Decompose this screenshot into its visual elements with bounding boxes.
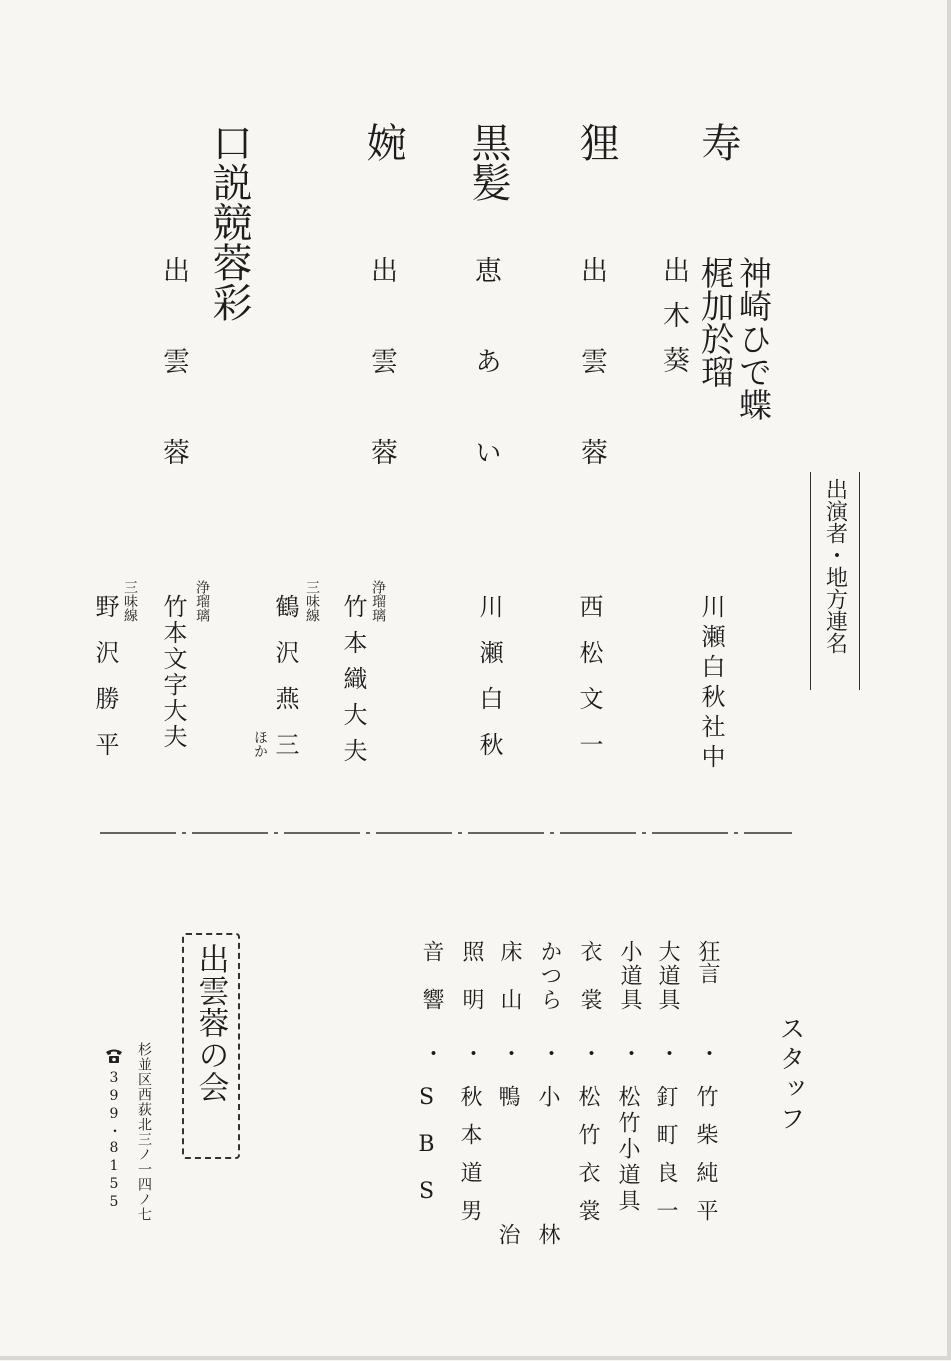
joruri-performer: 竹本文字大夫 bbox=[159, 594, 187, 750]
staff-name: 鴨治 bbox=[495, 1085, 520, 1361]
staff-name: SBS bbox=[414, 1085, 439, 1226]
organizer-name: 出雲蓉の会 bbox=[192, 943, 229, 1103]
music-credit: 川瀬白秋社中 bbox=[697, 594, 725, 774]
staff-role: 音響 bbox=[419, 940, 444, 1036]
others-note: ほか bbox=[252, 730, 268, 758]
cast-heading: 出演者・地方連名 bbox=[822, 478, 848, 654]
shamisen-performer: 野沢勝平 bbox=[91, 594, 119, 778]
music-credit: 西松文一 bbox=[575, 594, 603, 778]
performer: 出雲蓉 bbox=[158, 256, 189, 529]
instrument-label-joruri: 浄瑠璃 bbox=[194, 580, 210, 622]
organizer-phone: 399・8155 bbox=[106, 1070, 122, 1212]
performer: 恵あい bbox=[470, 256, 501, 529]
staff-name: 小林 bbox=[535, 1085, 560, 1361]
performer: 出木葵 bbox=[658, 256, 689, 391]
page-edge-bottom bbox=[0, 1356, 951, 1360]
joruri-performer: 竹本織大夫 bbox=[339, 594, 367, 774]
instrument-label-joruri: 浄瑠璃 bbox=[370, 580, 386, 622]
staff-separator: ・ bbox=[419, 1042, 444, 1064]
section-divider bbox=[100, 832, 792, 834]
telephone-icon bbox=[104, 1047, 124, 1065]
organizer-box bbox=[182, 933, 240, 1159]
program-title-tanuki: 狸 bbox=[573, 122, 619, 162]
staff-separator: ・ bbox=[577, 1042, 602, 1064]
staff-role: 照明 bbox=[459, 940, 484, 1036]
instrument-label-shamisen: 三味線 bbox=[122, 580, 138, 622]
staff-name: 釘町良一 bbox=[653, 1085, 678, 1237]
staff-separator: ・ bbox=[497, 1042, 522, 1064]
staff-name: 松竹小道具 bbox=[615, 1085, 640, 1215]
staff-separator: ・ bbox=[459, 1042, 484, 1064]
staff-role: かつら bbox=[537, 940, 562, 1012]
music-credit: 川瀬白秋 bbox=[475, 594, 503, 778]
program-title-kudoki: 口説競蓉彩 bbox=[206, 122, 252, 322]
performer: 神崎ひで蝶 bbox=[734, 256, 773, 421]
staff-name: 松竹衣裳 bbox=[575, 1085, 600, 1237]
staff-role: 大道具 bbox=[655, 940, 680, 1012]
cast-heading-box bbox=[810, 472, 860, 690]
staff-role: 小道具 bbox=[617, 940, 642, 1012]
staff-role: 衣裳 bbox=[577, 940, 602, 1036]
page-edge bbox=[947, 0, 951, 1360]
staff-separator: ・ bbox=[655, 1042, 680, 1064]
program-title-en: 婉 bbox=[360, 122, 406, 162]
staff-heading: スタッフ bbox=[775, 1015, 805, 1135]
staff-role: 床山 bbox=[497, 940, 522, 1036]
performer: 梶加於瑠 bbox=[696, 256, 735, 388]
staff-name: 秋本道男 bbox=[457, 1085, 482, 1237]
shamisen-performer: 鶴沢燕三 bbox=[271, 594, 299, 778]
staff-separator: ・ bbox=[537, 1042, 562, 1064]
program-title-kotobuki: 寿 bbox=[695, 122, 741, 162]
instrument-label-shamisen: 三味線 bbox=[304, 580, 320, 622]
staff-role: 狂言 bbox=[695, 940, 720, 984]
organizer-address: 杉並区西荻北三ノ一四ノ七 bbox=[136, 1042, 152, 1222]
staff-separator: ・ bbox=[617, 1042, 642, 1064]
performer: 出雲蓉 bbox=[576, 256, 607, 529]
staff-separator: ・ bbox=[695, 1042, 720, 1064]
performer: 出雲蓉 bbox=[366, 256, 397, 529]
staff-name: 竹柴純平 bbox=[693, 1085, 718, 1237]
program-title-kurokami: 黒髪 bbox=[465, 122, 511, 202]
